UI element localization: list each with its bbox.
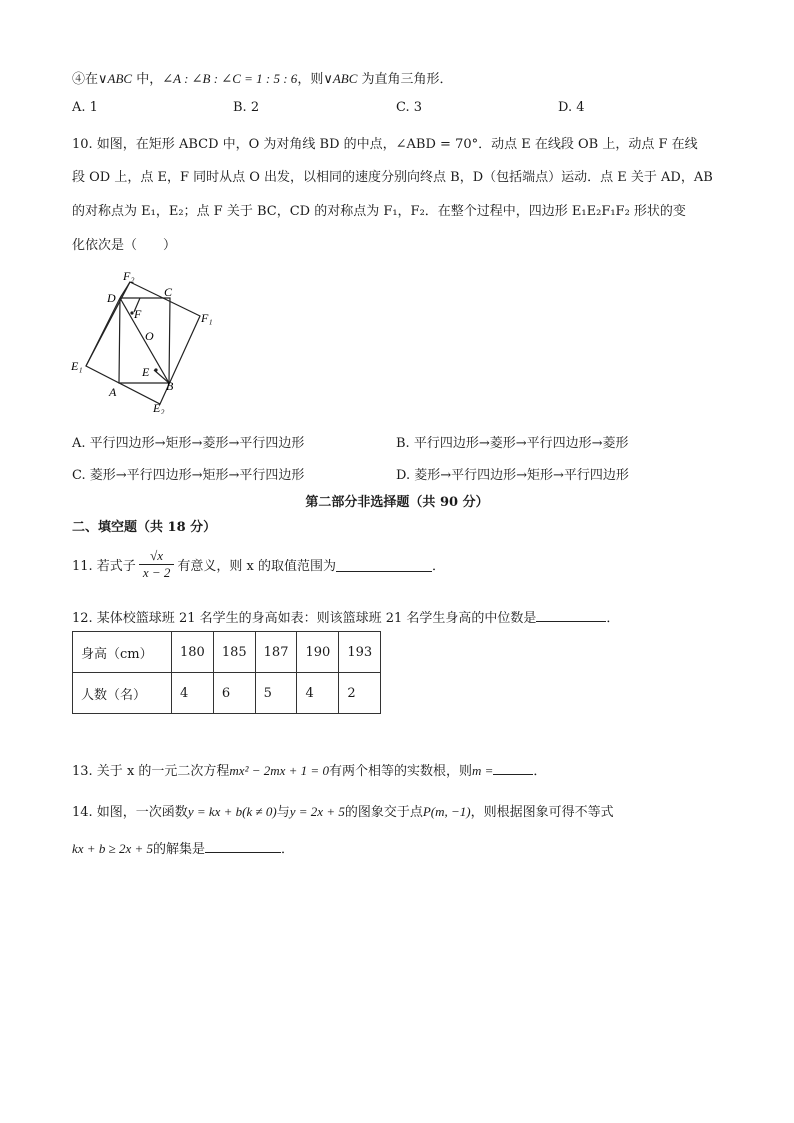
label-e2: E₂	[153, 401, 165, 414]
table-cell: 187	[255, 632, 297, 673]
label-c: C	[164, 285, 173, 299]
q10-option-c: C. 菱形→平行四边形→矩形→平行四边形	[72, 468, 305, 483]
q14-line-2: kx + b ≥ 2x + 5的解集是 ．	[72, 838, 294, 857]
table-cell: 4	[297, 673, 339, 714]
point-e-dot	[154, 368, 157, 371]
part2-title: 第二部分非选择题（共 90 分）	[305, 495, 489, 510]
label-f: F	[134, 307, 142, 321]
q10-line-1: 10. 如图，在矩形 ABCD 中，O 为对角线 BD 的中点，∠ABD = 70°．动点 E 在线段 OB 上，动点 F 在线	[72, 137, 698, 152]
label-f1: F₁	[201, 311, 213, 325]
q10-option-a: A. 平行四边形→矩形→菱形→平行四边形	[72, 436, 305, 451]
table-cell: 6	[213, 673, 255, 714]
q13-answer-blank[interactable]	[493, 760, 533, 775]
table-cell: 180	[172, 632, 214, 673]
q10-option-b: B. 平行四边形→菱形→平行四边形→菱形	[396, 436, 629, 451]
table-header-height: 身高（cm）	[73, 632, 172, 673]
q11-line: 11. 若式子 $\frac{√x}{x - 2}$ 有意义，则 x 的取值范围为 ．	[72, 548, 445, 580]
q10-line-4: 化依次是（ ）	[72, 238, 177, 253]
q9-option-b: B. 2	[233, 100, 260, 115]
q14-line-1: 14. 如图，一次函数y = kx + b(k ≠ 0)与y = 2x + 5的图象交于点P(m, −1)，则根据图象可得不等式	[72, 804, 614, 820]
q9-statement: ④在∨ABC 中，∠A : ∠B : ∠C = 1 : 5 : 6，则∨ABC 为直角三角形．	[72, 71, 453, 87]
section2-title: 二、填空题（共 18 分）	[72, 520, 217, 535]
table-cell: 4	[172, 673, 214, 714]
q14-answer-blank[interactable]	[205, 838, 281, 853]
table-cell: 2	[339, 673, 381, 714]
table-header-count: 人数（名）	[73, 673, 172, 714]
quadrilateral-e1e2f1f2	[86, 282, 200, 404]
height-table	[72, 631, 381, 714]
label-a: A	[109, 385, 117, 399]
table-cell: 5	[255, 673, 297, 714]
label-f2: F₂	[123, 269, 135, 283]
label-d: D	[107, 291, 116, 305]
label-b: B	[166, 379, 174, 393]
q12-line: 12. 某体校篮球班 21 名学生的身高如表：则该篮球班 21 名学生身高的中位数是 ．	[72, 607, 619, 626]
label-e1: E₁	[71, 359, 83, 373]
q12-answer-blank[interactable]	[536, 607, 606, 622]
segment-de1	[86, 298, 120, 366]
q11-answer-blank[interactable]	[336, 557, 432, 572]
q11-fraction: $\frac{√x}{x - 2}$	[139, 548, 175, 581]
q10-geometry-figure	[70, 266, 220, 414]
q9-option-c: C. 3	[396, 100, 423, 115]
table-cell: 185	[213, 632, 255, 673]
label-e: E	[142, 365, 150, 379]
q10-line-3: 的对称点为 E₁，E₂；点 F 关于 BC，CD 的对称点为 F₁，F₂．在整个过程中，四边形 E₁E₂F₁F₂ 形状的变	[72, 204, 686, 219]
q9-option-d: D. 4	[558, 100, 585, 115]
table-cell: 193	[339, 632, 381, 673]
q10-option-d: D. 菱形→平行四边形→矩形→平行四边形	[396, 468, 629, 483]
label-o: O	[145, 329, 154, 343]
q13-line: 13. 关于 x 的一元二次方程mx² − 2mx + 1 = 0有两个相等的实数根，则m = ．	[72, 760, 546, 779]
q9-option-a: A. 1	[72, 100, 98, 115]
q10-line-2: 段 OD 上，点 E，F 同时从点 O 出发，以相同的速度分别向终点 B，D（包括端点）运动．点 E 关于 AD，AB	[72, 170, 713, 185]
table-row	[73, 632, 381, 673]
table-cell: 190	[297, 632, 339, 673]
segment-df2	[120, 282, 130, 298]
table-row	[73, 673, 381, 714]
